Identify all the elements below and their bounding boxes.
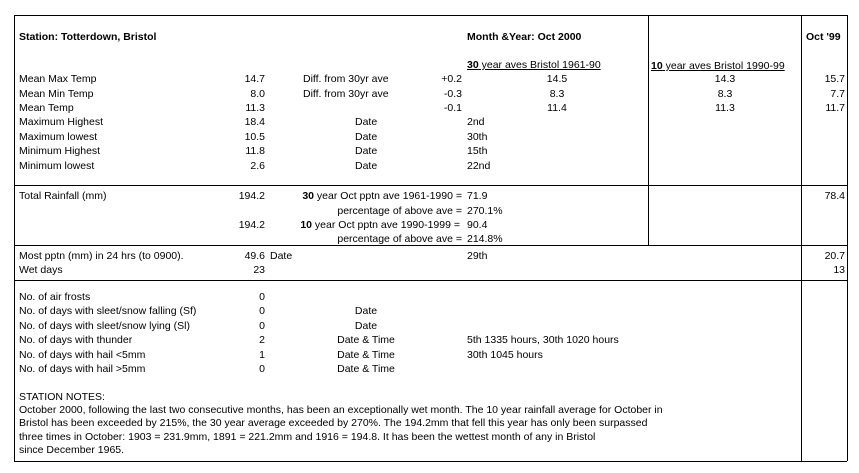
row-diff: -0.1 <box>443 102 462 114</box>
row-ave30: 14.5 <box>546 73 568 85</box>
row-label: No. of days with sleet/snow lying (Sl) <box>19 320 190 332</box>
rainfall-value-1: 194.2 <box>238 190 265 202</box>
notes-line: three times in October: 1903 = 231.9mm, 1891 = 221.2mm and 1916 = 194.8. It has been the wettest month of any in Bristol <box>19 430 596 443</box>
row-value: 1 <box>259 349 265 361</box>
row-label: No. of days with hail >5mm <box>19 363 146 375</box>
row-mid-label: Date & Time <box>337 349 395 361</box>
row-mid-label: Date <box>270 250 293 262</box>
row-value: 49.6 <box>244 250 265 262</box>
row-ave30: 8.3 <box>549 88 565 100</box>
row-label: Maximum lowest <box>19 131 98 143</box>
prev-year-title: Oct '99 <box>806 31 841 43</box>
row-value: 23 <box>253 264 265 276</box>
row-date: 22nd <box>467 160 491 172</box>
ave10-heading-years: 10 <box>651 60 663 72</box>
rainfall-10yr-pct: 214.8% <box>467 233 503 245</box>
rainfall-10yr-pct-label: percentage of above ave = <box>337 233 462 245</box>
row-mid-label: Date & Time <box>337 334 395 346</box>
divider-temperature-bottom <box>14 185 847 186</box>
row-value: 18.4 <box>244 116 265 128</box>
rainfall-30yr-pct: 270.1% <box>467 205 503 217</box>
rainfall-10yr-years: 10 <box>300 219 313 231</box>
rainfall-30yr-text: year Oct pptn ave 1961-1990 = <box>314 190 462 202</box>
row-prev: 15.7 <box>824 73 845 85</box>
row-ave10: 11.3 <box>715 102 735 114</box>
row-date: 30th <box>467 131 488 143</box>
row-date: 29th <box>467 250 488 262</box>
row-prev: 7.7 <box>830 88 845 100</box>
rainfall-10yr-value: 90.4 <box>467 219 488 231</box>
ave30-heading-label: year aves Bristol 1961-90 <box>478 59 601 71</box>
row-prev: 13 <box>833 264 845 276</box>
notes-title: STATION NOTES: <box>19 391 105 403</box>
row-value: 2 <box>259 334 265 346</box>
row-mid-label: Date <box>355 160 378 172</box>
row-mid-label: Date & Time <box>337 363 395 375</box>
month-year-title: Month &Year: Oct 2000 <box>467 31 582 43</box>
row-value: 0 <box>259 305 265 317</box>
column-divider-10yr <box>648 15 649 246</box>
row-value: 0 <box>259 320 265 332</box>
ave30-heading-years: 30 <box>467 59 479 71</box>
row-label: Most pptn (mm) in 24 hrs (to 0900). <box>19 250 184 262</box>
rainfall-30yr-pct-label: percentage of above ave = <box>337 205 462 217</box>
rainfall-10yr-text: year Oct pptn ave 1990-1999 = <box>312 219 460 231</box>
ave30-heading <box>467 59 601 71</box>
row-mid-label: Date <box>355 145 378 157</box>
row-mid-label: Date <box>355 131 378 143</box>
row-value: 0 <box>259 291 265 303</box>
row-prev: 20.7 <box>824 250 845 262</box>
border-bottom <box>14 461 847 462</box>
row-label: No. of days with hail <5mm <box>19 349 146 361</box>
ave10-heading <box>651 60 785 72</box>
row-ave10: 14.3 <box>714 73 736 85</box>
border-top <box>14 15 847 16</box>
row-label: Minimum lowest <box>19 160 95 172</box>
row-mid-label: Diff. from 30yr ave <box>303 73 389 85</box>
row-label: No. of air frosts <box>19 291 91 303</box>
row-value: 11.8 <box>245 145 265 157</box>
row-mid-label: Date <box>354 305 378 317</box>
notes-line: Bristol has been exceeded by 215%, the 30 year average exceeded by 270%. The 194.2mm that fell this year has only been surpassed <box>19 417 648 430</box>
row-label: Mean Min Temp <box>19 88 94 100</box>
rainfall-30yr-value: 71.9 <box>467 190 488 202</box>
rainfall-30yr-years: 30 <box>302 190 315 202</box>
row-value: 14.7 <box>244 73 265 85</box>
row-label: Mean Max Temp <box>19 73 97 85</box>
row-value: 0 <box>259 363 265 375</box>
rainfall-10yr-line <box>250 219 460 231</box>
rainfall-label: Total Rainfall (mm) <box>19 190 107 202</box>
row-prev: 11.7 <box>825 102 845 114</box>
row-value: 8.0 <box>250 88 265 100</box>
divider-wetdays-bottom <box>14 280 847 281</box>
station-notes <box>19 391 749 457</box>
row-label: Wet days <box>19 264 63 276</box>
ave10-heading-label: year aves Bristol 1990-99 <box>662 60 785 72</box>
row-date: 2nd <box>467 116 485 128</box>
row-label: No. of days with thunder <box>19 334 133 346</box>
row-value: 10.5 <box>244 131 265 143</box>
divider-rainfall-bottom <box>14 245 847 246</box>
rainfall-30yr-line <box>250 190 462 202</box>
rainfall-value-2: 194.2 <box>238 219 265 231</box>
row-label: Maximum Highest <box>19 116 104 128</box>
row-ave10: 8.3 <box>717 88 733 100</box>
notes-line: since December 1965. <box>19 443 125 456</box>
station-title: Station: Totterdown, Bristol <box>19 31 157 43</box>
row-diff: +0.2 <box>441 73 462 85</box>
rainfall-prev: 78.4 <box>824 190 845 202</box>
row-label: Mean Temp <box>19 102 74 114</box>
notes-line: October 2000, following the last two consecutive months, has been an exceptionally wet month. The 10 year rainfall average for October in <box>19 404 663 417</box>
row-ave30: 11.4 <box>547 102 567 114</box>
row-value: 2.6 <box>250 160 265 172</box>
row-diff: -0.3 <box>443 88 462 100</box>
row-value: 11.3 <box>245 102 265 114</box>
row-label: No. of days with sleet/snow falling (Sf) <box>19 305 197 317</box>
row-mid-label: Diff. from 30yr ave <box>303 88 389 100</box>
row-detail: 5th 1335 hours, 30th 1020 hours <box>467 334 619 346</box>
row-label: Minimum Highest <box>19 145 101 157</box>
border-right <box>847 15 848 461</box>
row-date: 15th <box>467 145 488 157</box>
border-left <box>14 15 15 461</box>
row-detail: 30th 1045 hours <box>467 349 543 361</box>
row-mid-label: Date <box>354 320 378 332</box>
row-mid-label: Date <box>355 116 378 128</box>
